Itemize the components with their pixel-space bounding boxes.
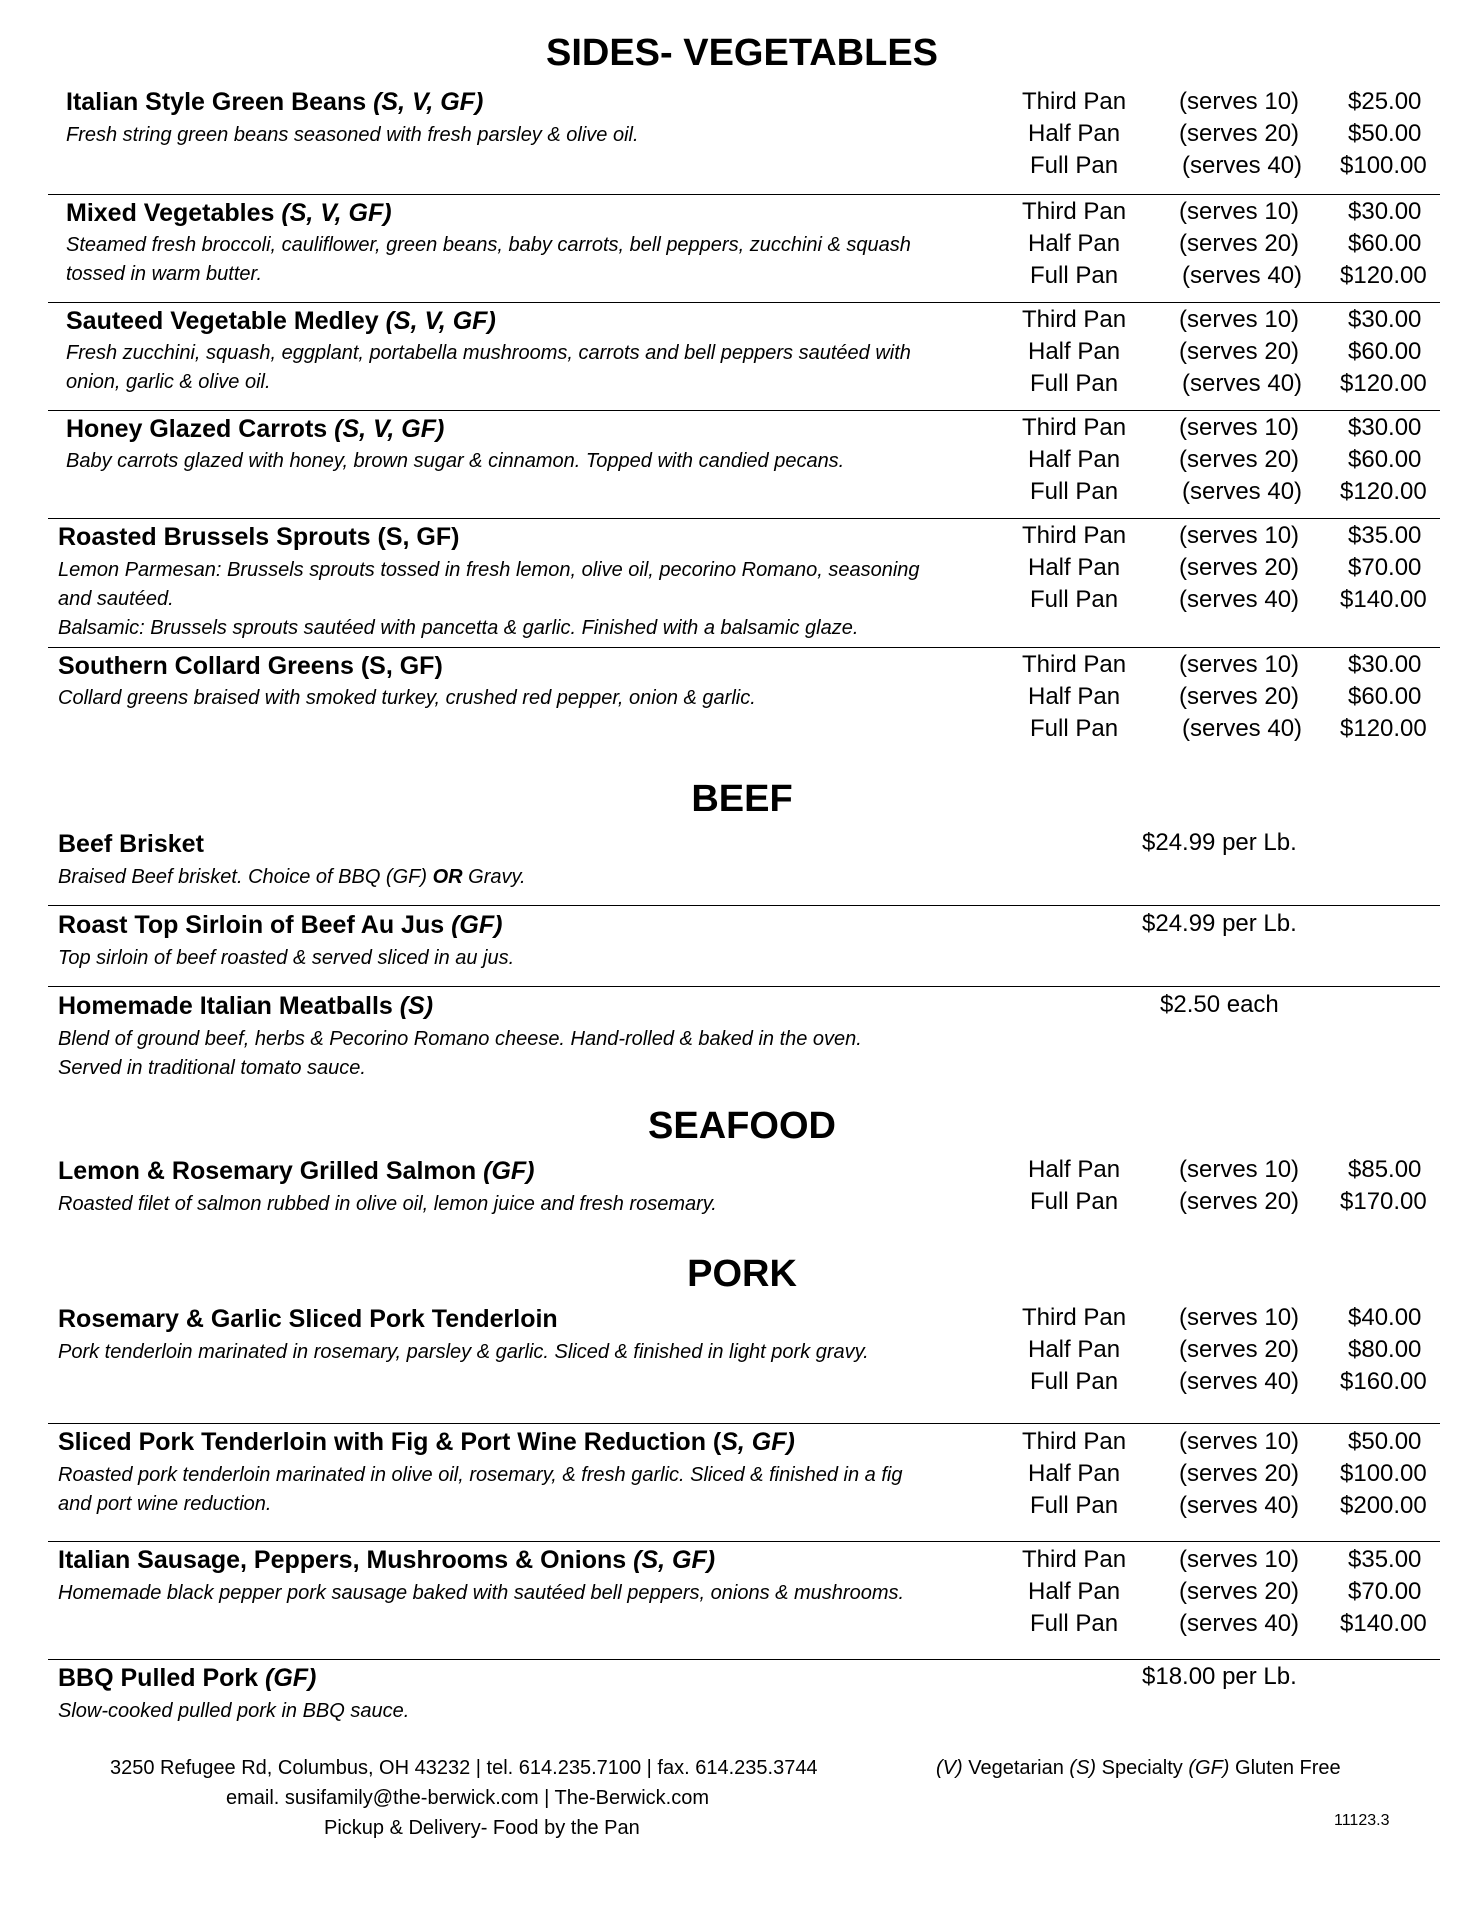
footer-address: 3250 Refugee Rd, Columbus, OH 43232 | tel. 614.235.7100 | fax. 614.235.3744 — [110, 1757, 818, 1779]
divider — [48, 647, 1440, 648]
footer-legend — [936, 1757, 1341, 1780]
divider — [48, 1423, 1440, 1424]
divider — [48, 905, 1440, 906]
size-label: Full Pan — [1030, 715, 1119, 742]
item-title — [58, 911, 502, 940]
price-value: $30.00 — [1348, 198, 1422, 225]
item-desc: Blend of ground beef, herbs & Pecorino Romano cheese. Hand-rolled & baked in the oven. — [58, 1028, 862, 1050]
item-title: Roasted Brussels Sprouts (S, GF) — [58, 523, 460, 551]
price-value: $120.00 — [1340, 370, 1427, 397]
divider — [48, 302, 1440, 303]
size-label: Half Pan — [1028, 1336, 1121, 1363]
item-title — [58, 1546, 715, 1575]
item-title — [58, 1664, 316, 1693]
item-tags: (S, V, GF) — [385, 307, 496, 335]
item-title — [58, 1428, 795, 1457]
desc-part: Gravy. — [462, 866, 526, 888]
price-each: $2.50 each — [1160, 991, 1279, 1018]
size-label: Third Pan — [1022, 88, 1127, 115]
price-value: $25.00 — [1348, 88, 1422, 115]
size-label: Half Pan — [1028, 230, 1121, 257]
serves-label: (serves 20) — [1179, 683, 1300, 710]
item-desc: Lemon Parmesan: Brussels sprouts tossed in fresh lemon, olive oil, pecorino Romano, seasoning — [58, 559, 920, 581]
item-title — [66, 199, 392, 228]
serves-label: (serves 20) — [1179, 338, 1300, 365]
item-tags: (S, V, GF) — [373, 88, 484, 116]
serves-label: (serves 20) — [1179, 120, 1300, 147]
size-label: Full Pan — [1030, 478, 1119, 505]
price-value: $35.00 — [1348, 1546, 1422, 1573]
price-value: $160.00 — [1340, 1368, 1427, 1395]
item-desc: onion, garlic & olive oil. — [66, 371, 271, 393]
item-desc: Collard greens braised with smoked turkey, crushed red pepper, onion & garlic. — [58, 687, 756, 709]
legend-key: (V) — [936, 1757, 963, 1779]
item-name: Roast Top Sirloin of Beef Au Jus — [58, 911, 445, 939]
size-label: Half Pan — [1028, 446, 1121, 473]
size-label: Third Pan — [1022, 306, 1127, 333]
item-title: Southern Collard Greens (S, GF) — [58, 652, 443, 680]
serves-label: (serves 10) — [1179, 88, 1300, 115]
serves-label: (serves 40) — [1179, 1492, 1300, 1519]
item-desc: Baby carrots glazed with honey, brown sugar & cinnamon. Topped with candied pecans. — [66, 450, 845, 472]
serves-label: (serves 40) — [1182, 715, 1303, 742]
price-per-lb: $24.99 per Lb. — [1142, 910, 1297, 937]
item-name: Sliced Pork Tenderloin with Fig & Port Wine Reduction ( — [58, 1428, 722, 1456]
item-name: Mixed Vegetables — [66, 199, 275, 227]
price-value: $70.00 — [1348, 554, 1422, 581]
serves-label: (serves 20) — [1179, 1578, 1300, 1605]
size-label: Half Pan — [1028, 554, 1121, 581]
size-label: Third Pan — [1022, 1304, 1127, 1331]
price-value: $120.00 — [1340, 262, 1427, 289]
size-label: Third Pan — [1022, 1428, 1127, 1455]
item-tags: (S) — [399, 992, 434, 1020]
item-name: BBQ Pulled Pork — [58, 1664, 259, 1692]
item-title: Rosemary & Garlic Sliced Pork Tenderloin — [58, 1305, 558, 1333]
item-tags: (S, GF) — [633, 1546, 716, 1574]
serves-label: (serves 40) — [1182, 370, 1303, 397]
size-label: Full Pan — [1030, 152, 1119, 179]
size-label: Half Pan — [1028, 1460, 1121, 1487]
serves-label: (serves 40) — [1179, 1368, 1300, 1395]
item-desc — [58, 862, 526, 892]
price-value: $120.00 — [1340, 478, 1427, 505]
item-title — [58, 1157, 535, 1186]
legend-key: (S) — [1069, 1757, 1097, 1779]
serves-label: (serves 20) — [1179, 1188, 1300, 1215]
size-label: Full Pan — [1030, 370, 1119, 397]
heading-beef: BEEF — [691, 778, 793, 820]
price-value: $30.00 — [1348, 306, 1422, 333]
price-value: $50.00 — [1348, 120, 1422, 147]
price-value: $30.00 — [1348, 651, 1422, 678]
item-title — [66, 415, 444, 444]
size-label: Full Pan — [1030, 262, 1119, 289]
size-label: Half Pan — [1028, 338, 1121, 365]
serves-label: (serves 10) — [1179, 1546, 1300, 1573]
size-label: Third Pan — [1022, 522, 1127, 549]
price-value: $100.00 — [1340, 1460, 1427, 1487]
heading-pork: PORK — [687, 1253, 797, 1295]
item-desc: and port wine reduction. — [58, 1493, 272, 1515]
serves-label: (serves 10) — [1179, 1428, 1300, 1455]
footer-email: email. susifamily@the-berwick.com | The-Berwick.com — [226, 1787, 710, 1809]
divider — [48, 410, 1440, 411]
serves-label: (serves 10) — [1179, 198, 1300, 225]
footer-tagline: Pickup & Delivery- Food by the Pan — [324, 1817, 640, 1839]
size-label: Full Pan — [1030, 1492, 1119, 1519]
item-tags: (GF) — [265, 1664, 317, 1692]
divider — [48, 194, 1440, 195]
size-label: Half Pan — [1028, 120, 1121, 147]
serves-label: (serves 40) — [1182, 262, 1303, 289]
price-value: $85.00 — [1348, 1156, 1422, 1183]
serves-label: (serves 10) — [1179, 522, 1300, 549]
price-per-lb: $24.99 per Lb. — [1142, 829, 1297, 856]
legend-text: Specialty — [1096, 1757, 1189, 1779]
price-value: $60.00 — [1348, 446, 1422, 473]
size-label: Full Pan — [1030, 586, 1119, 613]
serves-label: (serves 20) — [1179, 446, 1300, 473]
size-label: Third Pan — [1022, 1546, 1127, 1573]
item-tags: (S, V, GF) — [281, 199, 392, 227]
size-label: Third Pan — [1022, 414, 1127, 441]
size-label: Full Pan — [1030, 1610, 1119, 1637]
item-desc: and sautéed. — [58, 588, 174, 610]
size-label: Third Pan — [1022, 198, 1127, 225]
price-value: $35.00 — [1348, 522, 1422, 549]
price-value: $50.00 — [1348, 1428, 1422, 1455]
item-desc: Fresh zucchini, squash, eggplant, portabella mushrooms, carrots and bell peppers sautéed with — [66, 342, 911, 364]
serves-label: (serves 20) — [1179, 230, 1300, 257]
item-desc: Top sirloin of beef roasted & served sliced in au jus. — [58, 947, 515, 969]
item-tags: (S, V, GF) — [334, 415, 445, 443]
size-label: Half Pan — [1028, 1578, 1121, 1605]
item-tags: (GF) — [483, 1157, 535, 1185]
serves-label: (serves 40) — [1182, 152, 1303, 179]
heading-sides: SIDES- VEGETABLES — [545, 32, 939, 74]
divider — [48, 518, 1440, 519]
desc-part: Braised Beef brisket. Choice of BBQ (GF) — [58, 866, 433, 888]
serves-label: (serves 10) — [1179, 651, 1300, 678]
item-name: Italian Style Green Beans — [66, 88, 367, 116]
serves-label: (serves 10) — [1179, 1156, 1300, 1183]
serves-label: (serves 40) — [1179, 586, 1300, 613]
item-desc: Roasted pork tenderloin marinated in olive oil, rosemary, & fresh garlic. Sliced & finished in a fig — [58, 1464, 903, 1486]
divider — [48, 1659, 1440, 1660]
serves-label: (serves 40) — [1179, 1610, 1300, 1637]
item-title — [58, 992, 433, 1021]
heading-seafood: SEAFOOD — [648, 1105, 836, 1147]
serves-label: (serves 20) — [1179, 1460, 1300, 1487]
item-title — [66, 88, 483, 117]
price-value: $140.00 — [1340, 1610, 1427, 1637]
size-label: Full Pan — [1030, 1188, 1119, 1215]
price-value: $200.00 — [1340, 1492, 1427, 1519]
size-label: Half Pan — [1028, 1156, 1121, 1183]
price-value: $70.00 — [1348, 1578, 1422, 1605]
price-value: $60.00 — [1348, 683, 1422, 710]
item-desc: Pork tenderloin marinated in rosemary, parsley & garlic. Sliced & finished in light pork gravy. — [58, 1341, 869, 1363]
item-desc: Slow-cooked pulled pork in BBQ sauce. — [58, 1700, 410, 1722]
legend-text: Vegetarian — [962, 1757, 1070, 1779]
serves-label: (serves 10) — [1179, 414, 1300, 441]
item-title — [66, 307, 496, 336]
price-value: $60.00 — [1348, 230, 1422, 257]
price-per-lb: $18.00 per Lb. — [1142, 1663, 1297, 1690]
legend-key: (GF) — [1188, 1757, 1230, 1779]
serves-label: (serves 10) — [1179, 1304, 1300, 1331]
item-desc: Homemade black pepper pork sausage baked with sautéed bell peppers, onions & mushrooms. — [58, 1582, 905, 1604]
size-label: Full Pan — [1030, 1368, 1119, 1395]
desc-emphasis: OR — [432, 866, 463, 888]
document-code: 11123.3 — [1334, 1812, 1390, 1829]
legend-text: Gluten Free — [1229, 1757, 1341, 1779]
price-value: $120.00 — [1340, 715, 1427, 742]
item-name: Homemade Italian Meatballs — [58, 992, 393, 1020]
divider — [48, 1541, 1440, 1542]
item-tags: (GF) — [451, 911, 503, 939]
price-value: $80.00 — [1348, 1336, 1422, 1363]
price-value: $140.00 — [1340, 586, 1427, 613]
price-value: $40.00 — [1348, 1304, 1422, 1331]
price-value: $30.00 — [1348, 414, 1422, 441]
serves-label: (serves 10) — [1179, 306, 1300, 333]
item-desc: Roasted filet of salmon rubbed in olive oil, lemon juice and fresh rosemary. — [58, 1193, 717, 1215]
size-label: Third Pan — [1022, 651, 1127, 678]
item-desc: Fresh string green beans seasoned with fresh parsley & olive oil. — [66, 124, 639, 146]
divider — [48, 986, 1440, 987]
item-desc: tossed in warm butter. — [66, 263, 263, 285]
size-label: Half Pan — [1028, 683, 1121, 710]
price-value: $60.00 — [1348, 338, 1422, 365]
item-desc: Balsamic: Brussels sprouts sautéed with pancetta & garlic. Finished with a balsamic glaze. — [58, 617, 859, 639]
item-name: Lemon & Rosemary Grilled Salmon — [58, 1157, 477, 1185]
price-value: $170.00 — [1340, 1188, 1427, 1215]
item-title: Beef Brisket — [58, 830, 204, 858]
item-desc: Steamed fresh broccoli, cauliflower, green beans, baby carrots, bell peppers, zucchini & squash — [66, 234, 911, 256]
item-name: Honey Glazed Carrots — [66, 415, 328, 443]
serves-label: (serves 20) — [1179, 1336, 1300, 1363]
serves-label: (serves 40) — [1182, 478, 1303, 505]
item-desc: Served in traditional tomato sauce. — [58, 1057, 366, 1079]
price-value: $100.00 — [1340, 152, 1427, 179]
item-name: Sauteed Vegetable Medley — [66, 307, 379, 335]
item-name: Italian Sausage, Peppers, Mushrooms & Onions — [58, 1546, 627, 1574]
serves-label: (serves 20) — [1179, 554, 1300, 581]
item-tags: S, GF) — [721, 1428, 795, 1456]
